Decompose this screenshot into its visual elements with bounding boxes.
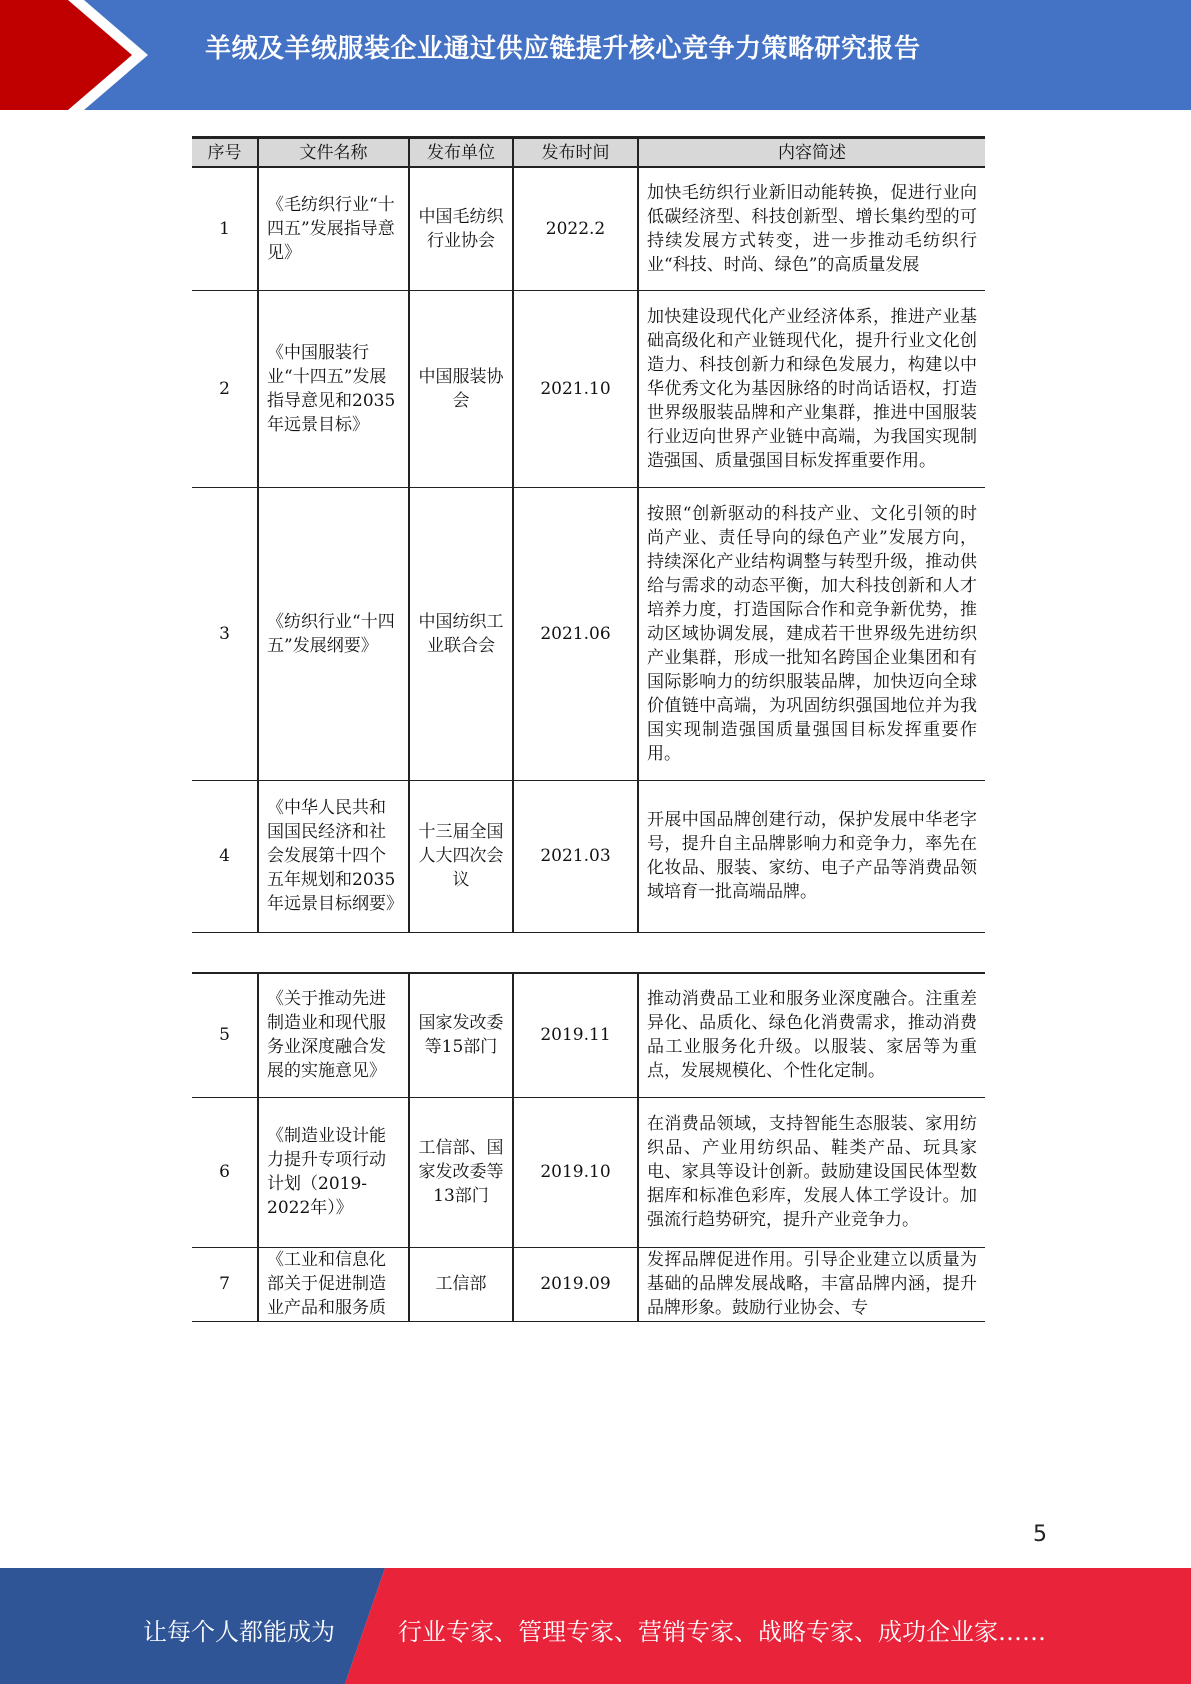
page-footer bbox=[0, 1568, 1191, 1684]
header-arrow-decoration bbox=[0, 0, 150, 110]
policy-table-continued bbox=[192, 972, 985, 1322]
policy-table bbox=[192, 136, 985, 933]
cell-org: 工信部、国家发改委等13部门 bbox=[409, 1097, 513, 1247]
cell-name: 《中国服装行业“十四五”发展指导意见和2035年远景目标》 bbox=[258, 290, 409, 487]
header-date: 发布时间 bbox=[513, 138, 638, 168]
cell-name: 《工业和信息化部关于促进制造业产品和服务质 bbox=[258, 1247, 409, 1321]
cell-no: 6 bbox=[192, 1097, 258, 1247]
cell-org: 十三届全国人大四次会议 bbox=[409, 780, 513, 932]
cell-desc: 按照“创新驱动的科技产业、文化引领的时尚产业、责任导向的绿色产业”发展方向，持续深化产业结构调整与转型升级，推动供给与需求的动态平衡，加大科技创新和人才培养力度，打造国际合作和竞争新优势，推动区域协调发展，建成若干世界级先进纺织产业集群，形成一批知名跨国企业集团和有国际影响力的纺织服装品牌，加快迈向全球价值链中高端，为巩固纺织强国地位并为我国实现制造强国质量强国目标发挥重要作用。 bbox=[638, 487, 985, 780]
cell-org: 中国纺织工业联合会 bbox=[409, 487, 513, 780]
cell-name: 《制造业设计能力提升专项行动计划（2019-2022年）》 bbox=[258, 1097, 409, 1247]
cell-name: 《中华人民共和国国民经济和社会发展第十四个五年规划和2035年远景目标纲要》 bbox=[258, 780, 409, 932]
cell-date: 2019.11 bbox=[513, 973, 638, 1097]
cell-no: 1 bbox=[192, 167, 258, 290]
cell-date: 2019.09 bbox=[513, 1247, 638, 1321]
cell-no: 3 bbox=[192, 487, 258, 780]
cell-org: 中国服装协会 bbox=[409, 290, 513, 487]
cell-date: 2021.03 bbox=[513, 780, 638, 932]
cell-date: 2019.10 bbox=[513, 1097, 638, 1247]
cell-desc: 发挥品牌促进作用。引导企业建立以质量为基础的品牌发展战略，丰富品牌内涵，提升品牌形象。鼓励行业协会、专 bbox=[638, 1247, 985, 1321]
cell-desc: 在消费品领域，支持智能生态服装、家用纺织品、产业用纺织品、鞋类产品、玩具家电、家具等设计创新。鼓励建设国民体型数据库和标准色彩库，发展人体工学设计。加强流行趋势研究，提升产业竞争力。 bbox=[638, 1097, 985, 1247]
page-number: 5 bbox=[1033, 1522, 1047, 1547]
table-row bbox=[192, 167, 985, 290]
table-row bbox=[192, 290, 985, 487]
cell-org: 中国毛纺织行业协会 bbox=[409, 167, 513, 290]
cell-date: 2022.2 bbox=[513, 167, 638, 290]
cell-desc: 加快建设现代化产业经济体系，推进产业基础高级化和产业链现代化，提升行业文化创造力、科技创新力和绿色发展力，构建以中华优秀文化为基因脉络的时尚话语权，打造世界级服装品牌和产业集群，推进中国服装行业迈向世界产业链中高端，为我国实现制造强国、质量强国目标发挥重要作用。 bbox=[638, 290, 985, 487]
cell-no: 2 bbox=[192, 290, 258, 487]
cell-org: 工信部 bbox=[409, 1247, 513, 1321]
cell-org: 国家发改委等15部门 bbox=[409, 973, 513, 1097]
page-header bbox=[0, 0, 1191, 110]
footer-slogan-left: 让每个人都能成为 bbox=[143, 1618, 335, 1646]
cell-name: 《纺织行业“十四五”发展纲要》 bbox=[258, 487, 409, 780]
cell-date: 2021.10 bbox=[513, 290, 638, 487]
cell-desc: 推动消费品工业和服务业深度融合。注重差异化、品质化、绿色化消费需求，推动消费品工业服务化升级。以服装、家居等为重点，发展规模化、个性化定制。 bbox=[638, 973, 985, 1097]
header-desc: 内容简述 bbox=[638, 138, 985, 168]
footer-slogan-right: 行业专家、管理专家、营销专家、战略专家、成功企业家…… bbox=[398, 1618, 1046, 1646]
table-row bbox=[192, 1247, 985, 1321]
header-no: 序号 bbox=[192, 138, 258, 168]
cell-desc: 加快毛纺织行业新旧动能转换，促进行业向低碳经济型、科技创新型、增长集约型的可持续发展方式转变，进一步推动毛纺织行业“科技、时尚、绿色”的高质量发展 bbox=[638, 167, 985, 290]
cell-name: 《关于推动先进制造业和现代服务业深度融合发展的实施意见》 bbox=[258, 973, 409, 1097]
cell-no: 4 bbox=[192, 780, 258, 932]
cell-no: 7 bbox=[192, 1247, 258, 1321]
table-row bbox=[192, 973, 985, 1097]
cell-no: 5 bbox=[192, 973, 258, 1097]
table-header-row bbox=[192, 138, 985, 168]
header-name: 文件名称 bbox=[258, 138, 409, 168]
document-title: 羊绒及羊绒服装企业通过供应链提升核心竞争力策略研究报告 bbox=[205, 34, 921, 64]
table-row bbox=[192, 1097, 985, 1247]
cell-desc: 开展中国品牌创建行动，保护发展中华老字号，提升自主品牌影响力和竞争力，率先在化妆品、服装、家纺、电子产品等消费品领域培育一批高端品牌。 bbox=[638, 780, 985, 932]
header-org: 发布单位 bbox=[409, 138, 513, 168]
cell-name: 《毛纺织行业“十四五”发展指导意见》 bbox=[258, 167, 409, 290]
table-row bbox=[192, 780, 985, 932]
table-row bbox=[192, 487, 985, 780]
cell-date: 2021.06 bbox=[513, 487, 638, 780]
